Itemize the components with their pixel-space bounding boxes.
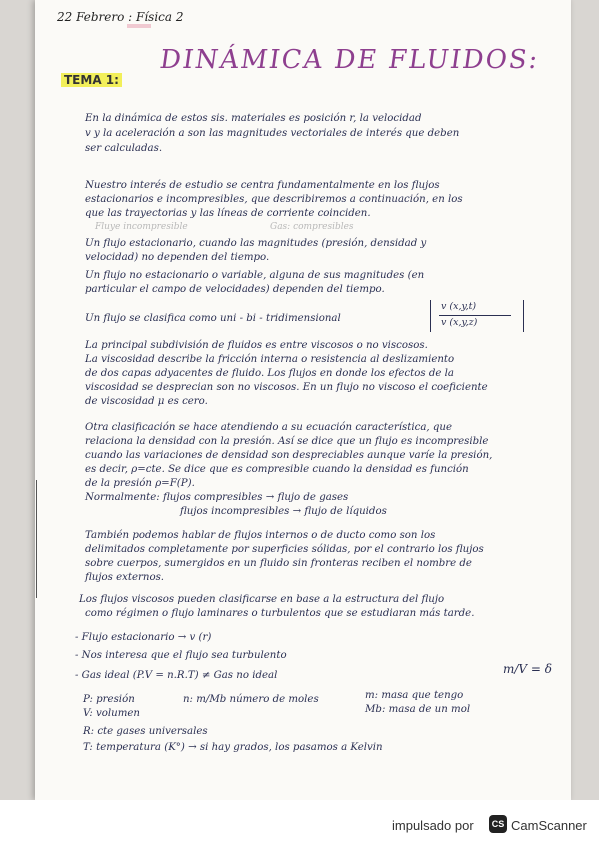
footer-app-name: CamScanner: [511, 818, 587, 833]
vector-top: v (x,y,t): [441, 301, 477, 312]
notebook-page: [35, 0, 571, 800]
bullet-item: - Gas ideal (P.V = n.R.T) ≠ Gas no ideal: [75, 670, 278, 681]
text-line: estacionarios e incompresibles, que describiremos a continuación, en los: [85, 194, 463, 205]
bullet-item: - Flujo estacionario → v (r): [75, 632, 212, 643]
text-line: delimitados completamente por superficies sólidas, por el contrario los flujos: [85, 544, 484, 555]
text-line: cuando las variaciones de densidad son despreciables aunque varíe la presión,: [85, 450, 493, 461]
topic-label: TEMA 1:: [61, 73, 122, 87]
footer-bar: [0, 800, 599, 848]
vector-bottom: v (x,y,z): [441, 317, 478, 328]
date-header: 22 Febrero : Física 2: [57, 10, 184, 24]
text-line: flujos externos.: [85, 572, 165, 583]
text-line: que las trayectorias y las líneas de corriente coinciden.: [85, 208, 371, 219]
faint-note: Gas: compresibles: [270, 222, 354, 232]
text-line: sobre cuerpos, sumergidos en un fluido sin fronteras reciben el nombre de: [85, 558, 472, 569]
text-line: es decir, ρ=cte. Se dice que es compresible cuando la densidad es función: [85, 464, 469, 475]
text-line: En la dinámica de estos sis. materiales es posición r, la velocidad: [85, 113, 422, 124]
text-line: Un flujo estacionario, cuando las magnitudes (presión, densidad y: [85, 238, 427, 249]
text-line: ser calculadas.: [85, 143, 163, 154]
text-line: relaciona la densidad con la presión. Así se dice que un flujo es incompresible: [85, 436, 489, 447]
vector-bracket: [430, 300, 524, 332]
bullet-item: - Nos interesa que el flujo sea turbulento: [75, 650, 287, 661]
fraction-bar: [439, 315, 511, 316]
text-line: viscosidad se desprecian son no viscosos. En un flujo no viscoso el coeficiente: [85, 382, 488, 393]
text-line: particular el campo de velocidades) dependen del tiempo.: [85, 284, 385, 295]
definition: R: cte gases universales: [83, 726, 208, 737]
ink-mark: [127, 24, 151, 28]
page-title: DINÁMICA DE FLUIDOS:: [157, 45, 542, 75]
density-formula: m/V = δ: [503, 662, 552, 676]
text-line: Nuestro interés de estudio se centra fundamentalmente en los flujos: [85, 180, 440, 191]
definition: V: volumen: [83, 708, 140, 719]
margin-bracket: [36, 480, 47, 598]
text-line: velocidad) no dependen del tiempo.: [85, 252, 270, 263]
text-line: de la presión ρ=F(P).: [85, 478, 195, 489]
text-line: de viscosidad μ es cero.: [85, 396, 208, 407]
text-line: Los flujos viscosos pueden clasificarse en base a la estructura del flujo: [79, 594, 445, 605]
text-line: como régimen o flujo laminares o turbulentos que se estudiaran más tarde.: [85, 608, 475, 619]
text-line: Un flujo no estacionario o variable, alguna de sus magnitudes (en: [85, 270, 425, 281]
camscanner-logo-icon: CS: [489, 815, 507, 833]
faint-note: Fluye incompresible: [95, 222, 188, 232]
definition: P: presión: [83, 694, 135, 705]
text-line: Normalmente: flujos compresibles → flujo de gases: [85, 492, 349, 503]
text-line: La viscosidad describe la fricción interna o resistencia al deslizamiento: [85, 354, 455, 365]
text-line: La principal subdivisión de fluidos es entre viscosos o no viscosos.: [85, 340, 428, 351]
footer-prefix: impulsado por: [392, 818, 474, 833]
text-line: v y la aceleración a son las magnitudes vectoriales de interés que deben: [85, 128, 460, 139]
text-line: de dos capas adyacentes de fluido. Los flujos en donde los efectos de la: [85, 368, 454, 379]
definition: T: temperatura (K°) → si hay grados, los pasamos a Kelvin: [83, 742, 383, 753]
text-line: flujos incompresibles → flujo de líquidos: [180, 506, 387, 517]
definition: m: masa que tengo: [365, 690, 464, 701]
text-line: Un flujo se clasifica como uni - bi - tridimensional: [85, 313, 341, 324]
text-line: Otra clasificación se hace atendiendo a su ecuación característica, que: [85, 422, 452, 433]
text-line: También podemos hablar de flujos internos o de ducto como son los: [85, 530, 436, 541]
definition: Mb: masa de un mol: [365, 704, 471, 715]
definition: n: m/Mb número de moles: [183, 694, 319, 705]
